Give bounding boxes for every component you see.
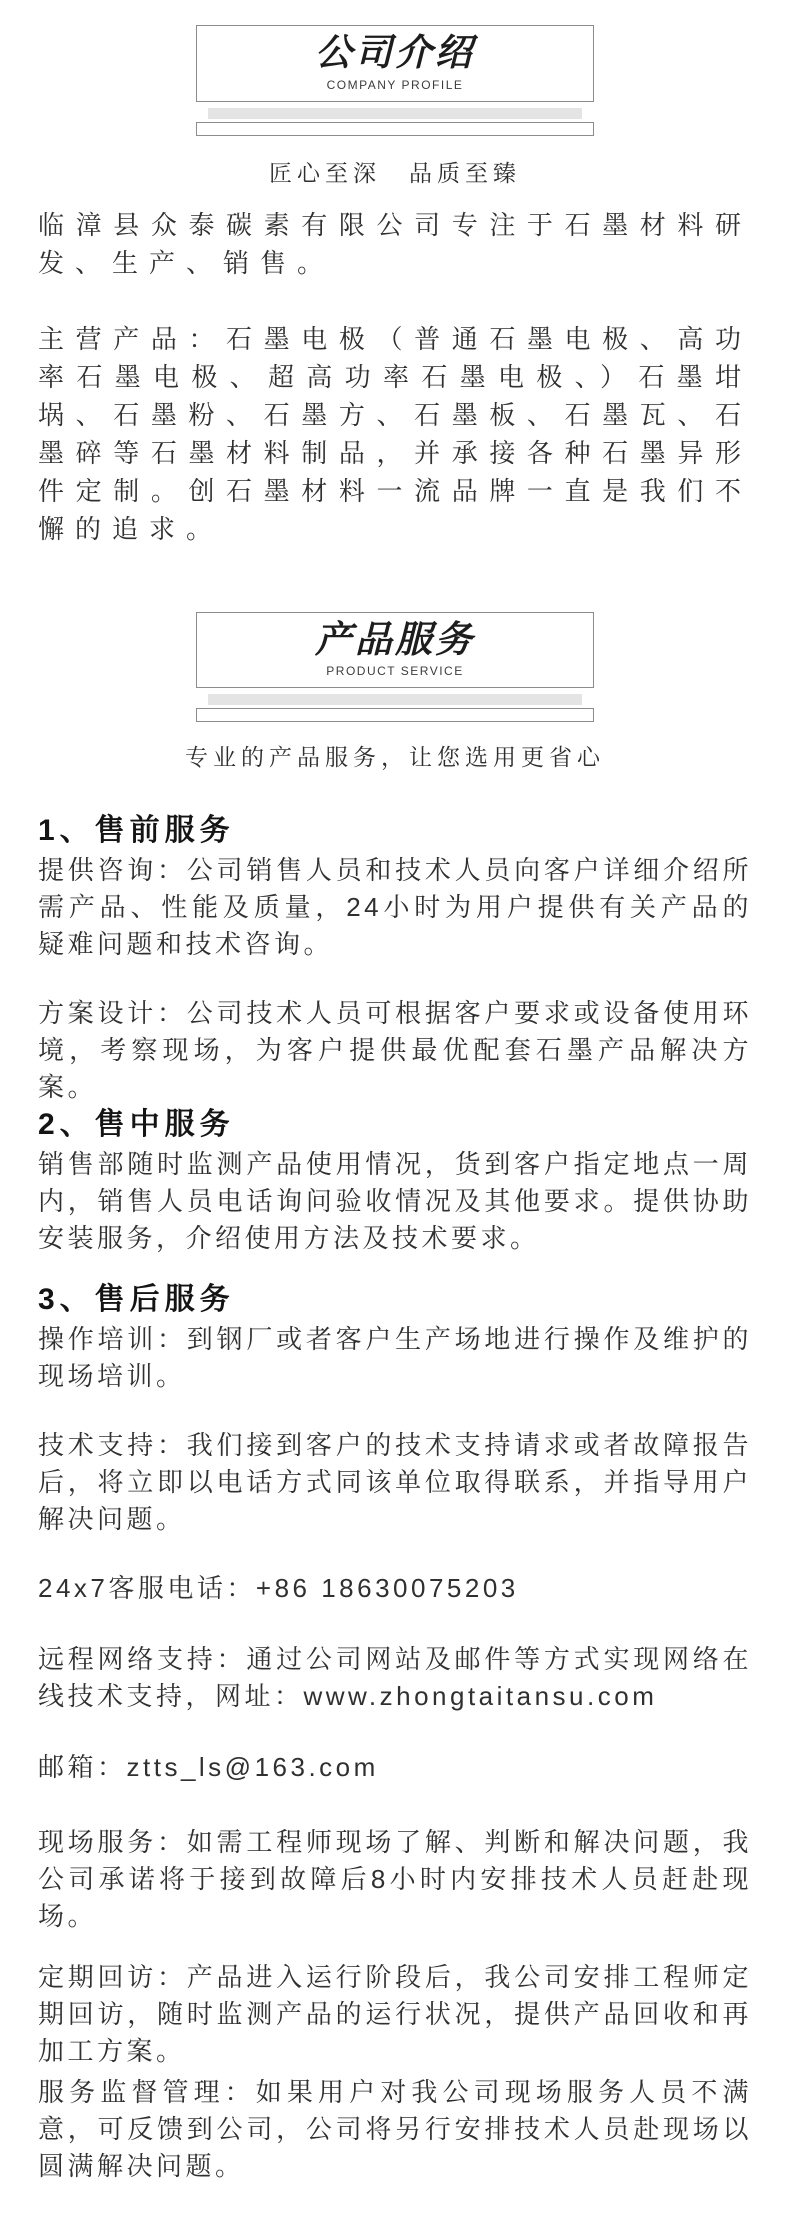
company-page (0, 25, 790, 2185)
product-service-card (196, 612, 594, 689)
product-service-header (196, 612, 594, 723)
onsite-service-paragraph: 现场服务：如需工程师现场了解、判断和解决问题，我公司承诺将于接到故障后8小时内安排技术人员赶赴现场。 (38, 1827, 752, 1932)
company-profile-title: 公司介绍 (315, 32, 475, 73)
aftersale-support-paragraph: 技术支持：我们接到客户的技术支持请求或者故障报告后，将立即以电话方式同该单位取得联系，并指导用户解决问题。 (38, 1430, 752, 1535)
heading-presale-service: 1、售前服务 (38, 814, 235, 848)
company-intro-paragraph: 临漳县众泰碳素有限公司专注于石墨材料研发、生产、销售。 (38, 209, 752, 278)
supervision-paragraph: 服务监督管理：如果用户对我公司现场服务人员不满意，可反馈到公司，公司将另行安排技术人员赴现场以圆满解决问题。 (38, 2077, 752, 2182)
remote-support-paragraph: 远程网络支持：通过公司网站及邮件等方式实现网络在线技术支持，网址：www.zhongtaitansu.com (38, 1644, 752, 1712)
page (0, 25, 790, 2231)
service-hotline: 24x7客服电话：+86 18630075203 (38, 1573, 519, 1604)
heading-midsale-service: 2、售中服务 (38, 1108, 235, 1142)
midsale-paragraph: 销售部随时监测产品使用情况，货到客户指定地点一周内，销售人员电话询问验收情况及其他要求。提供协助安装服务，介绍使用方法及技术要求。 (38, 1149, 752, 1254)
product-service-subtitle: PRODUCT SERVICE (326, 664, 464, 679)
service-header-shadow-bar (208, 694, 582, 705)
service-header-underline-bar (196, 708, 594, 722)
service-content (0, 812, 790, 2185)
product-service-section (0, 612, 790, 2186)
product-service-title: 产品服务 (315, 618, 475, 660)
service-tagline: 专业的产品服务，让您选用更省心 (185, 744, 605, 771)
followup-paragraph: 定期回访：产品进入运行阶段后，我公司安排工程师定期回访，随时监测产品的运行状况，提供产品回收和再加工方案。 (38, 1962, 752, 2067)
presale-consulting-paragraph: 提供咨询：公司销售人员和技术人员向客户详细介绍所需产品、性能及质量，24小时为用户提供有关产品的疑难问题和技术咨询。 (38, 855, 752, 960)
company-profile-card (196, 25, 594, 102)
company-profile-header (196, 25, 594, 136)
company-profile-section (0, 25, 790, 548)
company-header-shadow-bar (208, 108, 582, 119)
company-products-paragraph: 主营产品：石墨电极（普通石墨电极、高功率石墨电极、超高功率石墨电极、）石墨坩埚、石墨粉、石墨方、石墨板、石墨瓦、石墨碎等石墨材料制品，并承接各种石墨异形件定制。创石墨材料一流品牌一直是我们不懈的追求。 (38, 323, 752, 544)
company-header-underline-bar (196, 122, 594, 136)
aftersale-training-paragraph: 操作培训：到钢厂或者客户生产场地进行操作及维护的现场培训。 (38, 1324, 752, 1392)
company-profile-subtitle: COMPANY PROFILE (326, 77, 464, 92)
heading-aftersale-service: 3、售后服务 (38, 1283, 235, 1317)
service-email: 邮箱：ztts_ls@163.com (38, 1752, 379, 1783)
company-intro-content (0, 206, 790, 548)
presale-design-paragraph: 方案设计：公司技术人员可根据客户要求或设备使用环境，考察现场，为客户提供最优配套石墨产品解决方案。 (38, 998, 752, 1103)
company-tagline: 匠心至深 品质至臻 (269, 159, 521, 186)
